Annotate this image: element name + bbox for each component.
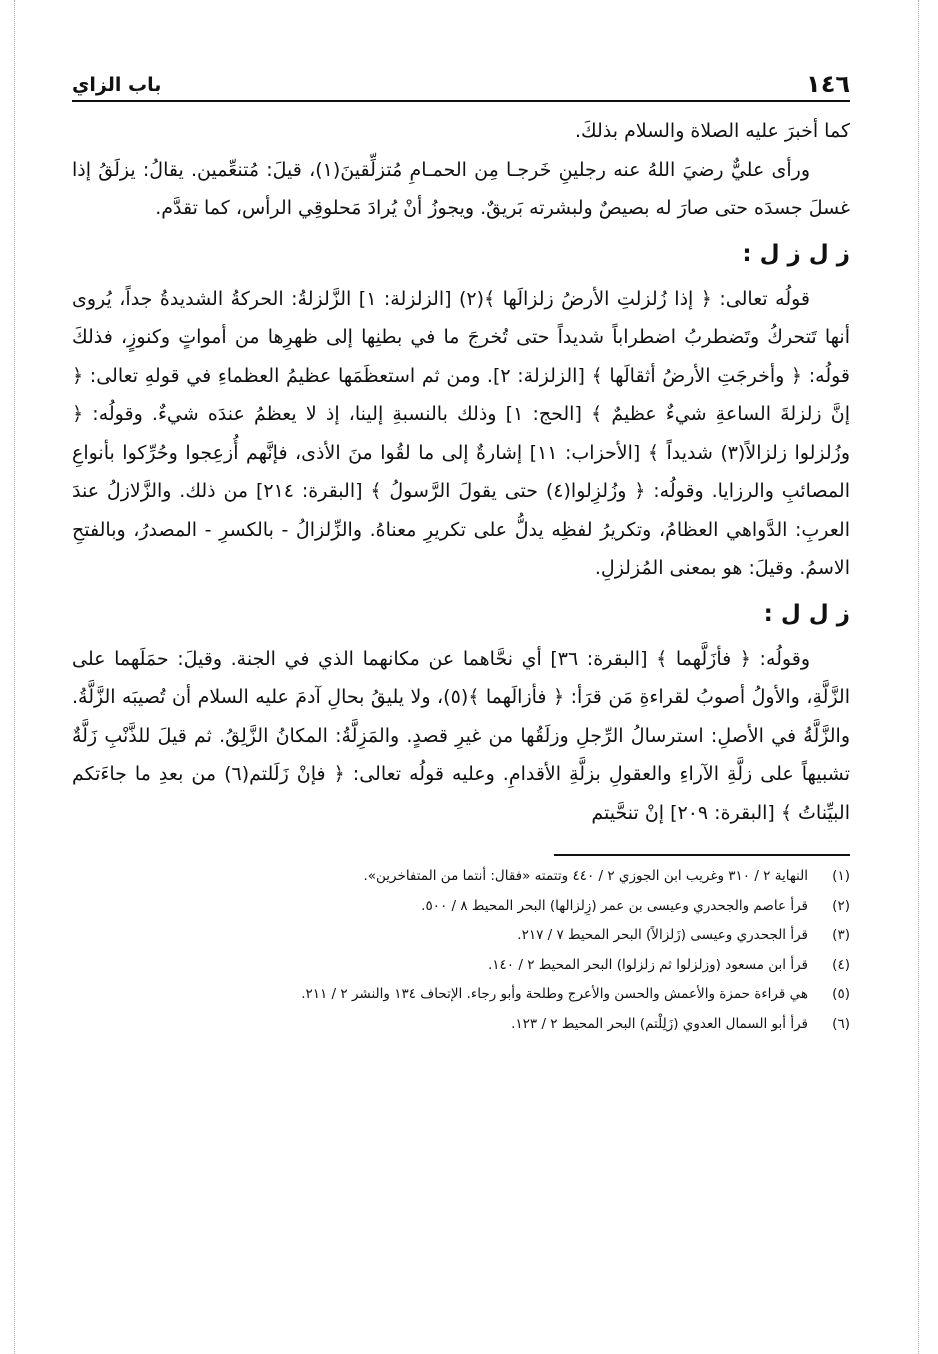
footnote-number: (٢) (832, 897, 850, 914)
footnote-text: قرأ الجحدري وعيسى (زَلزالاً) البحر المحيط ٧ / ٢١٧. (517, 927, 808, 943)
footnote-item (72, 980, 850, 1010)
scan-guide-line-left (14, 0, 15, 1354)
entry-heading-zalzal: ز ل ز ل : (742, 240, 850, 267)
footnote-item (72, 921, 850, 951)
page-number: ١٤٦ (806, 70, 850, 98)
footnote-text: قرأ أبو السمال العدوي (زَلِلْتم) البحر المحيط ٢ / ١٢٣. (511, 1015, 808, 1032)
footnote-text: هي قراءة حمزة والأعمش والحسن والأعرج وطلحة وأبو رجاء. الإتحاف ١٣٤ والنشر ٢ / ٢١١. (301, 986, 808, 1002)
footnote-number: (٤) (832, 956, 850, 973)
page-header (72, 58, 850, 102)
entry-heading-zalal: ز ل ل : (763, 600, 850, 627)
paragraph-1: كما أخبرَ عليه الصلاة والسلام بذلكَ. (574, 120, 850, 142)
footnote-number: (٦) (832, 1015, 850, 1032)
footnote-number: (١) (832, 868, 850, 884)
footnote-separator (554, 854, 850, 856)
book-page (72, 58, 850, 1039)
running-head: باب الزاي (72, 74, 162, 96)
body-text (72, 112, 850, 832)
footnote-text: قرأ عاصم والجحدري وعيسى بن عمر (زِلزالها) البحر المحيط ٨ / ٥٠٠. (421, 897, 808, 914)
scan-guide-line-right (918, 0, 919, 1354)
paragraph-3: قولُه تعالى: ﴿ إذا زُلزلتِ الأرضُ زلزالَها ﴾(٢) [الزلزلة: ١] الزَّلزلةُ: الحركةُ الشديدةُ جداً، يُروى أنها تَتحركُ وتَضطربُ اضطراباً شديداً حتى تُخرجَ ما في بطنِها إلى ظهرِها من أمواتٍ وكنوزٍ، فذلكَ قولُه: ﴿ وأخرجَتِ الأرضُ أثقالَها ﴾ [الزلزلة: ٢]. ومن ثم استعظَمَها عظيمُ العظماءِ في قولهِ تعالى: ﴿ إنَّ زلزلةَ الساعةِ شيءٌ عظيمٌ ﴾ [الحج: ١] وذلك بالنسبةِ إلينا، إذ لا يعظمُ عندَه شيءٌ. وقولُه: ﴿ وزُلزلوا زلزالاً(٣) شديداً ﴾ [الأحزاب: ١١] إشارةٌ إلى ما لقُوا منَ الأذى، فإنَّهم أُزعِجوا وحُرِّكوا بأنواعِ المصائبِ والرزايا. وقولُه: ﴿ وزُلزِلوا(٤) حتى يقولَ الرَّسولُ ﴾ [البقرة: ٢١٤] من ذلك. والزَّلازلُ عندَ العربِ: الدَّواهي العظامُ، وتكريرُ لفظِه يدلُّ على تكريرِ معناهُ. والزِّلزالُ - بالكسرِ - المصدرُ، وبالفتحِ الاسمُ. وقيلَ: هو بمعنى المُزلزلِ. (72, 287, 850, 579)
footnote-text: قرأ ابن مسعود (وزلزلوا ثم زلزلوا) البحر المحيط ٢ / ١٤٠. (487, 956, 808, 973)
paragraph-2: ورأى عليٌّ رضيَ اللهُ عنه رجلينِ خَرجـا مِن الحمـامِ مُتزلِّقينَ(١)، قيلَ: مُتنعِّمين. يقالُ: يزلَقُ إذا غسلَ جسدَه حتى صارَ له بصيصٌ ولبشرته بَريقٌ. ويجوزُ أنْ يُرادَ مَحلوقِي الرأس، كما تقدَّم. (72, 158, 850, 219)
footnote-item (72, 1010, 850, 1040)
paragraph-4: وقولُه: ﴿ فأزَلَّهما ﴾ [البقرة: ٣٦] أي نحَّاهما عن مكانهما الذي في الجنة. وقيلَ: حمَلَهما على الزَّلَّةِ، والأولُ أصوبُ لقراءةِ مَن قرَأ: ﴿ فأزالَهما ﴾(٥)، ولا يليقُ بحالِ آدمَ عليه السلام أن تُصيبَه الزَّلَّةُ. والزَّلَّةُ في الأصلِ: استرسالُ الرِّجلِ وزلَقُها من غيرِ قصدٍ. والمَزِلَّةُ: المكانُ الزَّلِقُ. ثم قيلَ للذَّنْبِ زَلَّةٌ تشبيهاً على زلَّةِ الآراءِ والعقولِ بزلَّةِ الأقدامِ. وعليه قولُه تعالى: ﴿ فإنْ زَلَلتم(٦) من بعدِ ما جاءَتكم البيِّناتُ ﴾ [البقرة: ٢٠٩] إنْ تنحَّيتم (72, 647, 851, 824)
footnote-item (72, 892, 850, 922)
footnote-item (72, 951, 850, 981)
footnotes (72, 862, 850, 1039)
footnote-item (72, 862, 850, 892)
footnote-number: (٣) (832, 927, 850, 943)
footnote-number: (٥) (832, 986, 850, 1002)
footnote-text: النهاية ٢ / ٣١٠ وغريب ابن الجوزي ٢ / ٤٤٠ وتتمته «فقال: أنتما من المتفاخرين». (363, 868, 808, 884)
